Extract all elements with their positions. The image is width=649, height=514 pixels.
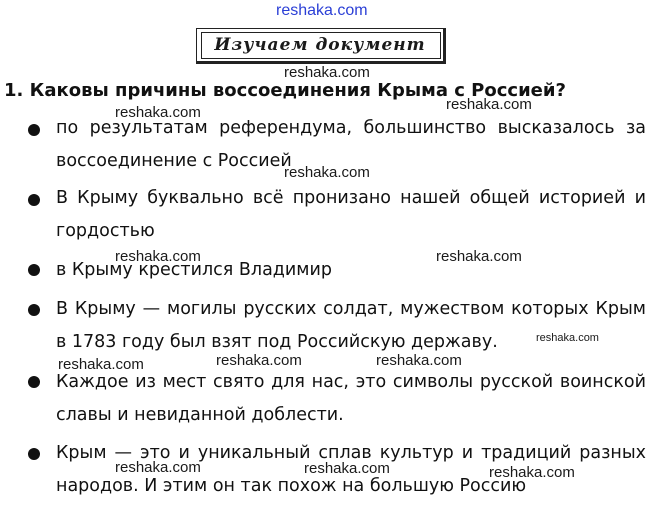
watermark: reshaka.com [216, 352, 302, 369]
question-heading: 1. Каковы причины воссоединения Крыма с Россией? [4, 80, 566, 101]
bullet-icon [28, 264, 40, 276]
section-header [196, 28, 446, 64]
bullet-icon [28, 304, 40, 316]
watermark: reshaka.com [304, 460, 390, 477]
watermark: reshaka.com [436, 248, 522, 265]
watermark: reshaka.com [58, 356, 144, 373]
watermark: reshaka.com [284, 64, 370, 81]
list-item: Крым — это и уникальный сплав культур и традиций разных народов. И этим он так похож на большую Россию [56, 443, 646, 496]
watermark-top: reshaka.com [276, 2, 368, 19]
watermark: reshaka.com [536, 332, 599, 344]
list-item: В Крыму — могилы русских солдат, мужеством которых Крым в 1783 году был взят под Российскую державу. [56, 299, 646, 352]
bullet-icon [28, 124, 40, 136]
bullet-icon [28, 448, 40, 460]
list-item: Каждое из мест свято для нас, это символы русской воинской славы и невиданной доблести. [56, 372, 646, 425]
list-item: в Крыму крестился Владимир [56, 260, 332, 280]
list-item: В Крыму буквально всё пронизано нашей общей историей и гордостью [56, 188, 646, 241]
watermark: reshaka.com [489, 464, 575, 481]
list-item: по результатам референдума, большинство высказалось за воссоединение с Россией [56, 118, 646, 171]
watermark: reshaka.com [446, 96, 532, 113]
section-header-title: Изучаем документ [214, 35, 426, 55]
bullet-icon [28, 194, 40, 206]
watermark: reshaka.com [376, 352, 462, 369]
watermark: reshaka.com [115, 459, 201, 476]
watermark: reshaka.com [115, 248, 201, 265]
watermark: reshaka.com [115, 104, 201, 121]
bullet-icon [28, 376, 40, 388]
watermark: reshaka.com [284, 164, 370, 181]
